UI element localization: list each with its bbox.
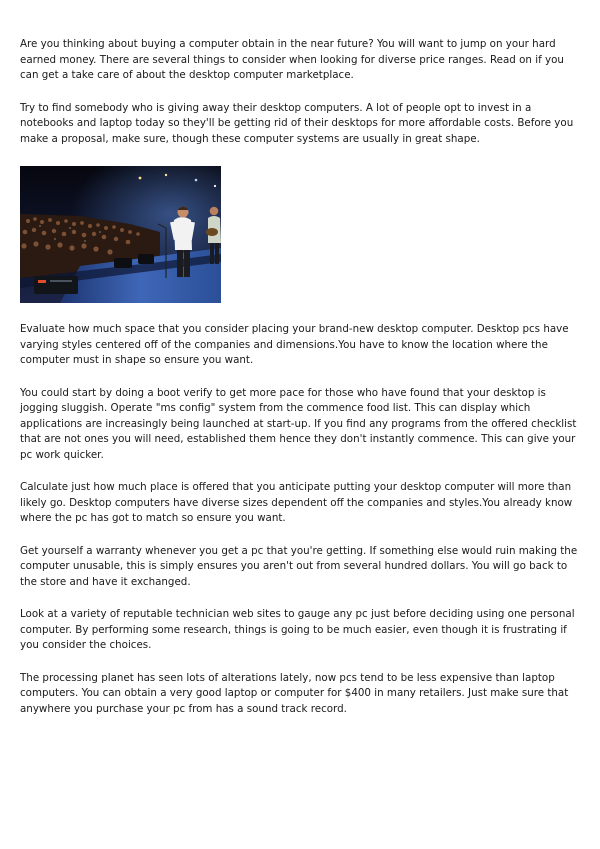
paragraph-giveaway: Try to find somebody who is giving away their desktop computers. A lot of people opt to invest in a notebooks and laptop today so they'll be getting rid of their desktops for more affordable costs. Before you make a proposal, make sure, though these computer systems are usually in great shape. <box>20 101 574 145</box>
paragraph-research: Look at a variety of reputable technician web sites to gauge any pc just before deciding using one personal computer. By performing some research, things is going to be much easier, even though it is frustrating if you consider the choices. <box>20 608 575 651</box>
paragraph-space: Evaluate how much space that you consider placing your brand-new desktop computer. Desktop pcs have varying styles centered off of the companies and dimensions.You have to know the location where the computer must in shape so ensure you want. <box>20 323 569 366</box>
paragraph-boot: You could start by doing a boot verify to get more pace for those who have found that your desktop is jogging sluggish. Operate "ms config" system from the commence food list. This can display which applications are increasingly being launched at start-up. If you find any programs from the offered checklist that are not ones you will need, established them hence they don't instantly commence. This can give your pc work quicker. <box>20 386 577 461</box>
paragraph-prices: The processing planet has seen lots of alterations lately, now pcs tend to be less expensive than laptop computers. You can obtain a very good laptop or computer for $400 in many retailers. Just make sure that anywhere you purchase your pc from has a sound track record. <box>20 671 569 715</box>
photo-graphic <box>20 166 221 303</box>
paragraph-intro: Are you thinking about buying a computer obtain in the near future? You will want to jump on your hard earned money. There are several things to consider when looking for diverse price ranges. Read on if you can get a take care of about the desktop computer marketplace. <box>20 38 564 81</box>
paragraph-warranty: Get yourself a warranty whenever you get a pc that you're getting. If something else would ruin making the computer unusable, this is simply ensures you aren't out from several hundred dollars. You will go back to the store and have it exchanged. <box>20 544 578 588</box>
stage-performance-photo <box>20 166 221 303</box>
paragraph-calculate: Calculate just how much place is offered that you anticipate putting your desktop computer will more than likely go. Desktop computers have diverse sizes dependent off the companies and styles.You already know where the pc has got to match so ensure you want. <box>20 481 573 524</box>
